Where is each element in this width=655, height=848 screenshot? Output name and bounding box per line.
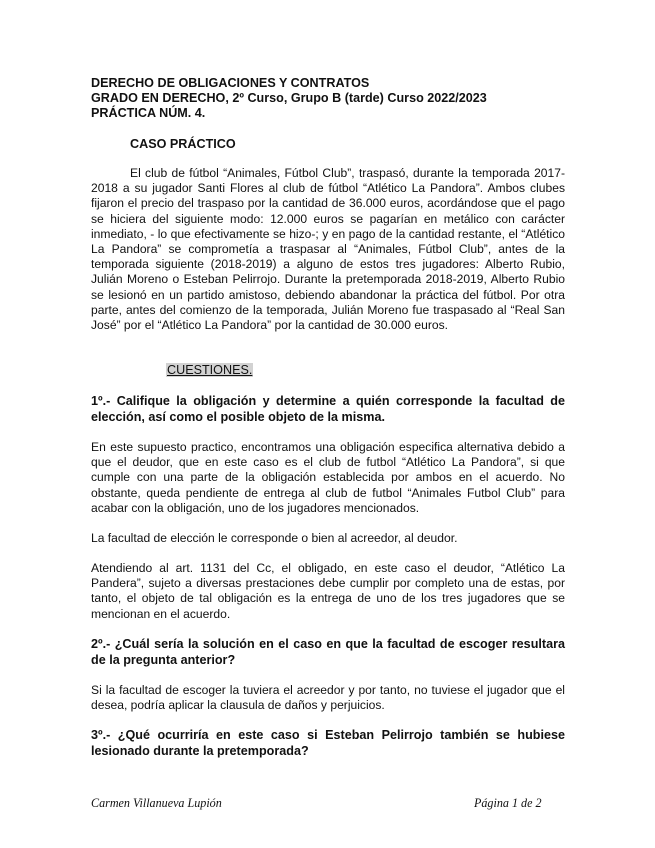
case-statement: El club de fútbol “Animales, Fútbol Club”, traspasó, durante la temporada 2017-2018 a su jugador Santi Flores al club de fútbol “Atlético La Pandora”. Ambos clubes fijaron el precio del traspaso por la cantidad de 36.000 euros, acordándose que el pago se hiciera del siguiente modo: 12.000 euros se pagarían en metálico con carácter inmediato, - lo que efectivamente se hizo-; y en pago de la cantidad restante, el “Atlético La Pandora” se comprometía a traspasar al “Animales, Fútbol Club”, antes de la temporada siguiente (2018-2019) a alguno de estos tres jugadores: Alberto Rubio, Julián Moreno o Esteban Pelirrojo. Durante la pretemporada 2018-2019, Alberto Rubio se lesionó en un partido amistoso, debiendo abandonar la práctica del fútbol. Por otra parte, antes del comienzo de la temporada, Julián Moreno fue traspasado al “Real San José” por el “Atlético La Pandora” por la cantidad de 30.000 euros. — [91, 166, 565, 333]
questions-heading: CUESTIONES. — [167, 363, 253, 377]
document-header — [91, 76, 487, 121]
footer-page-number: Página 1 de 2 — [474, 796, 542, 810]
footer-author: Carmen Villanueva Lupión — [91, 796, 222, 810]
answer-2: Si la facultad de escoger la tuviera el acreedor y por tanto, no tuviese el jugador que el desea, podría aplicar la clausula de daños y perjuicios. — [91, 683, 565, 713]
practice-number: PRÁCTICA NÚM. 4. — [91, 106, 206, 120]
case-title: CASO PRÁCTICO — [130, 137, 236, 151]
answer-1-paragraph-1: En este supuesto practico, encontramos una obligación especifica alternativa debido a que el deudor, que en este caso es el club de futbol “Atlético La Pandora”, si que cumple con una parte de la obligación establecida por ambos en el acuerdo. No obstante, queda pendiente de entrega al club de futbol “Animales Futbol Club” para acabar con la obligación, uno de los jugadores mencionados. — [91, 440, 565, 515]
answer-1-paragraph-3: Atendiendo al art. 1131 del Cc, el obligado, en este caso el deudor, “Atlético La Pandera”, sujeto a diversas prestaciones debe cumplir por completo una de estas, por tanto, el objeto de tal obligación es la entrega de uno de los tres jugadores que se mencionan en el acuerdo. — [91, 561, 565, 621]
course-details: GRADO EN DERECHO, 2º Curso, Grupo B (tarde) Curso 2022/2023 — [91, 91, 487, 105]
question-1: 1º.- Califique la obligación y determine a quién corresponde la facultad de elección, así como el posible objeto de la misma. — [91, 394, 565, 424]
question-2: 2º.- ¿Cuál sería la solución en el caso en que la facultad de escoger resultara de la pregunta anterior? — [91, 637, 565, 667]
answer-1-paragraph-2: La facultad de elección le corresponde o bien al acreedor, al deudor. — [91, 531, 458, 545]
question-3: 3º.- ¿Qué ocurriría en este caso si Esteban Pelirrojo también se hubiese lesionado durante la pretemporada? — [91, 728, 565, 758]
course-title: DERECHO DE OBLIGACIONES Y CONTRATOS — [91, 76, 370, 90]
